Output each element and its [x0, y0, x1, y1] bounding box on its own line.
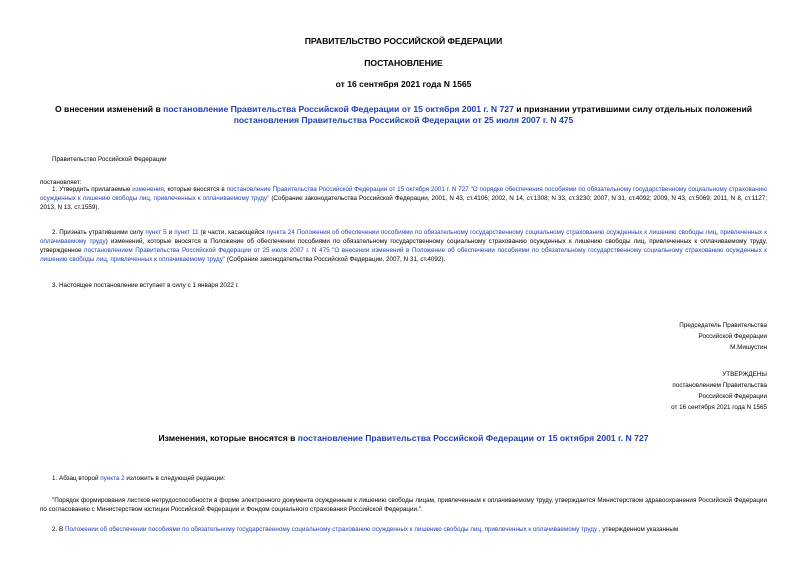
approved-date: от 16 сентября 2021 года N 1565	[671, 403, 767, 411]
p1-text-b: , которые вносятся в	[163, 186, 227, 193]
doc-type-heading: ПОСТАНОВЛЕНИЕ	[364, 58, 443, 68]
title-link-decree-475[interactable]: постановления Правительства Российской Федерации от 25 июля 2007 г. N 475	[233, 115, 574, 125]
change-1-link-point-2[interactable]: пункта 2	[100, 475, 125, 482]
decree-text: постановляет:	[40, 179, 82, 186]
p1-link-decree-727[interactable]: постановление Правительства Российской Федерации от 15 октября 2001 г. N 727 "О порядке обеспечения пособиями по обязательному государственному социальному страхованию осужденных к лишению свободы лиц, привлеченных к оплачиваемому труду"	[40, 186, 768, 203]
intro-text: Правительство Российской Федерации	[52, 156, 167, 163]
date-number-heading: от 16 сентября 2021 года N 1565	[335, 79, 472, 89]
title-link-decree-727[interactable]: постановление Правительства Российской Федерации от 15 октября 2001 г. N 727	[163, 104, 514, 114]
p2-text-b: и	[166, 229, 175, 236]
p2-link-point-24[interactable]: пункта 24 Положения об обеспечении пособиями по обязательному государственному социальному страхованию осужденных к лишению свободы лиц, привлеченных к оплачиваемому труду	[40, 229, 767, 246]
p2-text-d: ) изменений, которые вносятся в Положение об обеспечении пособиями по обязательному государственному социальному страхованию осужденных к лишению свободы лиц, привлеченных к оплачиваемому труду, утвержденное	[40, 238, 767, 255]
title-middle: и признании утратившими силу отдельных положений	[513, 104, 753, 114]
government-heading: ПРАВИТЕЛЬСТВО РОССИЙСКОЙ ФЕДЕРАЦИИ	[304, 36, 503, 46]
change-2	[52, 525, 767, 534]
paragraph-3: 3. Настоящее постановление вступает в силу с 1 января 2022 г.	[52, 282, 239, 289]
changes-title-link[interactable]: постановление Правительства Российской Федерации от 15 октября 2001 г. N 727	[297, 433, 649, 443]
change-1-text-a: 1. Абзац второй	[52, 475, 101, 482]
title-prefix: О внесении изменений в	[54, 104, 164, 114]
p2-link-point-5[interactable]: пункт 5	[145, 229, 167, 236]
change-2-text-b: , утвержденном указанным	[597, 526, 679, 533]
p2-link-point-11[interactable]: пункт 11	[174, 229, 199, 236]
changes-title	[0, 433, 807, 444]
signature-position: Председатель Правительства	[679, 322, 767, 329]
paragraph-1	[40, 185, 767, 212]
paragraph-2	[40, 228, 767, 264]
approved-block	[671, 370, 767, 414]
signature-country: Российской Федерации	[698, 332, 767, 340]
change-1	[52, 474, 225, 483]
approved-label: УТВЕРЖДЕНЫ	[722, 371, 767, 378]
p2-text-a: 2. Признать утратившими силу	[52, 229, 146, 236]
change-2-text-a: 2. В	[52, 526, 65, 533]
document-title	[40, 104, 767, 126]
p1-text-a: 1. Утвердить прилагаемые	[52, 186, 133, 193]
signature-block	[679, 321, 767, 354]
change-1-text-b: изложить в следующей редакции:	[124, 475, 226, 482]
p1-text-c: (Собрание законодательства Российской Федерации, 2001, N 43, ст.4106; 2002, N 14, ст.1308; N 33, ст.3230; 2007, N 31, ст.4092; 2009, N 43, ст.5069; 2011, N 8, ст.1127; 2013, N 13, ст.1559).	[40, 195, 767, 212]
change-1-quote: "Порядок формирования листков нетрудоспособности в форме электронного документа осужденным к лишению свободы лицам, привлеченным к оплачиваемому труду, утверждается Министерством здравоохранения Российской Федерации по согласованию с Министерством юстиции Российской Федерации и Фондом социального страхования Российской Федерации.".	[40, 497, 767, 514]
p2-text-c: (в части, касающейся	[198, 229, 267, 236]
changes-title-prefix: Изменения, которые вносятся в	[158, 433, 298, 443]
change-2-link-regulation[interactable]: Положении об обеспечении пособиями по обязательному государственному социальному страхованию осужденных к лишению свободы лиц, привлеченных к оплачиваемому труду	[64, 526, 598, 533]
p2-text-e: (Собрание законодательства Российской Федерации, 2007, N 31, ст.4092).	[225, 256, 446, 264]
signature-name: М.Мишустин	[730, 343, 767, 351]
approved-by: постановлением Правительства	[672, 381, 767, 389]
p2-link-decree-475[interactable]: постановлением Правительства Российской Федерации от 25 июля 2007 г. N 475 "О внесении изменений в Положение об обеспечении пособиями по обязательному государственному социальному страхованию осужденных к лишению свободы лиц, привлеченных к оплачиваемому труду"	[40, 247, 767, 264]
p1-link-changes[interactable]: изменения	[132, 186, 164, 193]
approved-country: Российской Федерации	[698, 392, 767, 400]
